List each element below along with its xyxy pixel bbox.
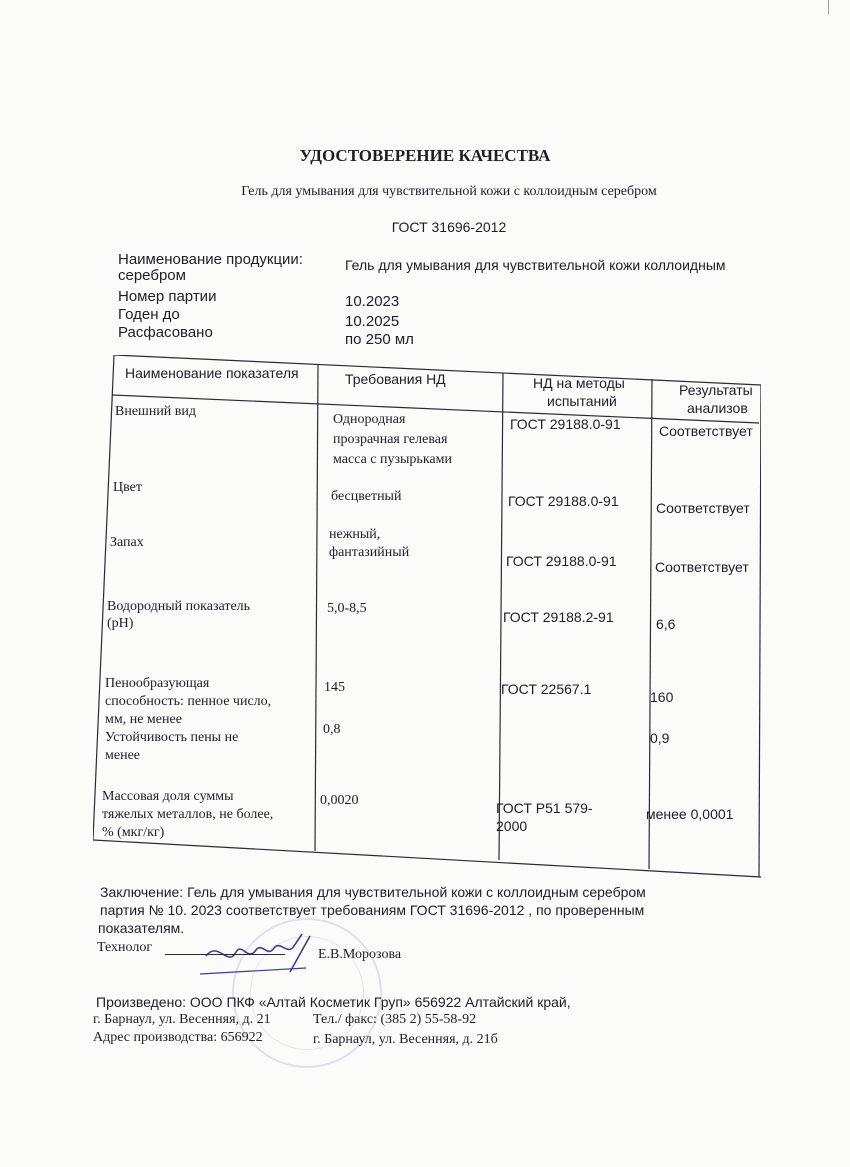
signature-line — [165, 954, 285, 955]
row-foam-name-line1: Пенообразующая — [105, 676, 210, 691]
header-methods-line1: НД на методы — [533, 375, 625, 391]
technologist-name: Е.В.Морозова — [318, 947, 402, 962]
row-appearance-name: Внешний вид — [115, 404, 197, 419]
manufacturer-address: г. Барнаул, ул. Весенняя, д. 21 — [93, 1012, 271, 1027]
row-foam-name-line2: способность: пенное число, — [105, 694, 272, 709]
row-appearance-req-line2: прозрачная гелевая — [333, 432, 448, 447]
production-address-label: Адрес производства: 656922 — [93, 1030, 263, 1045]
manufacturer-phone: Тел./ факс: (385 2) 55-58-92 — [313, 1012, 477, 1027]
product-name-value-continued: серебром — [118, 267, 186, 284]
row-appearance-req-line1: Однородная — [333, 412, 406, 427]
conclusion-line1: Заключение: Гель для умывания для чувствительной кожи с коллоидным серебром — [100, 884, 646, 900]
row-color-req: бесцветный — [331, 489, 402, 504]
header-indicator: Наименование показателя — [125, 365, 299, 381]
row-smell-req-line1: нежный, — [329, 527, 381, 542]
page-edge-mark — [828, 0, 829, 14]
row-foam-name-line4: Устойчивость пены не — [105, 730, 239, 745]
header-results-line2: анализов — [687, 400, 748, 416]
header-requirements: Требования НД — [345, 371, 446, 387]
row-smell-name: Запах — [110, 535, 144, 550]
row-foam-method: ГОСТ 22567.1 — [501, 681, 592, 697]
row-ph-result: 6,6 — [656, 616, 676, 632]
expiry-label: Годен до — [118, 306, 180, 323]
batch-label: Номер партии — [118, 288, 217, 305]
row-foam-req1: 145 — [324, 680, 345, 695]
row-foam-result2: 0,9 — [650, 730, 670, 746]
row-color-result: Соответствует — [656, 500, 750, 516]
manufacturer-line1: Произведено: ООО ПКФ «Алтай Косметик Груп» 656922 Алтайский край, — [96, 994, 571, 1010]
row-metals-result: менее 0,0001 — [646, 806, 734, 822]
row-metals-req: 0,0020 — [320, 793, 359, 808]
packed-label: Расфасовано — [118, 324, 213, 341]
row-appearance-method: ГОСТ 29188.0-91 — [510, 416, 621, 432]
row-foam-result1: 160 — [650, 689, 674, 705]
conclusion-line3: показателям. — [98, 920, 185, 936]
row-smell-req-line2: фантазийный — [329, 545, 410, 560]
expiry-value: 10.2025 — [345, 313, 400, 330]
packed-value: по 250 мл — [345, 331, 414, 348]
row-metals-name-line3: % (мкг/кг) — [102, 825, 165, 840]
header-results-line1: Результаты — [679, 382, 753, 398]
header-methods-line2: испытаний — [547, 393, 617, 409]
row-appearance-result: Соответствует — [659, 423, 753, 439]
signature-graphic — [198, 928, 318, 988]
row-ph-name-line2: (рН) — [107, 616, 134, 631]
row-smell-method: ГОСТ 29188.0-91 — [506, 553, 617, 569]
document-title: УДОСТОВЕРЕНИЕ КАЧЕСТВА — [299, 146, 551, 165]
row-ph-name-line1: Водородный показатель — [107, 599, 251, 614]
row-color-name: Цвет — [113, 480, 142, 495]
product-name-label: Наименование продукции: — [118, 251, 303, 268]
row-metals-method-line2: 2000 — [496, 818, 528, 834]
row-color-method: ГОСТ 29188.0-91 — [508, 493, 619, 509]
standard-reference: ГОСТ 31696-2012 — [391, 219, 507, 235]
batch-value: 10.2023 — [345, 293, 400, 310]
row-smell-result: Соответствует — [655, 559, 749, 575]
conclusion-line2: партия № 10. 2023 соответствует требованиям ГОСТ 31696-2012 , по проверенным — [100, 902, 645, 918]
row-ph-req: 5,0-8,5 — [327, 601, 367, 616]
row-foam-req2: 0,8 — [323, 722, 341, 737]
row-appearance-req-line3: масса с пузырьками — [333, 452, 452, 467]
row-metals-name-line1: Массовая доля суммы — [102, 789, 234, 804]
product-name-value: Гель для умывания для чувствительной кожи коллоидным — [345, 257, 726, 273]
production-address-value: г. Барнаул, ул. Весенняя, д. 21б — [313, 1032, 498, 1047]
document-subtitle: Гель для умывания для чувствительной кожи с коллоидным серебром — [241, 184, 657, 199]
quality-table — [93, 355, 761, 883]
row-foam-name-line5: менее — [105, 748, 140, 763]
row-ph-method: ГОСТ 29188.2-91 — [503, 609, 614, 625]
technologist-label: Технолог — [97, 940, 153, 955]
row-metals-method-line1: ГОСТ Р51 579- — [496, 800, 593, 816]
row-foam-name-line3: мм, не менее — [105, 712, 182, 727]
row-metals-name-line2: тяжелых металлов, не более, — [102, 807, 274, 822]
